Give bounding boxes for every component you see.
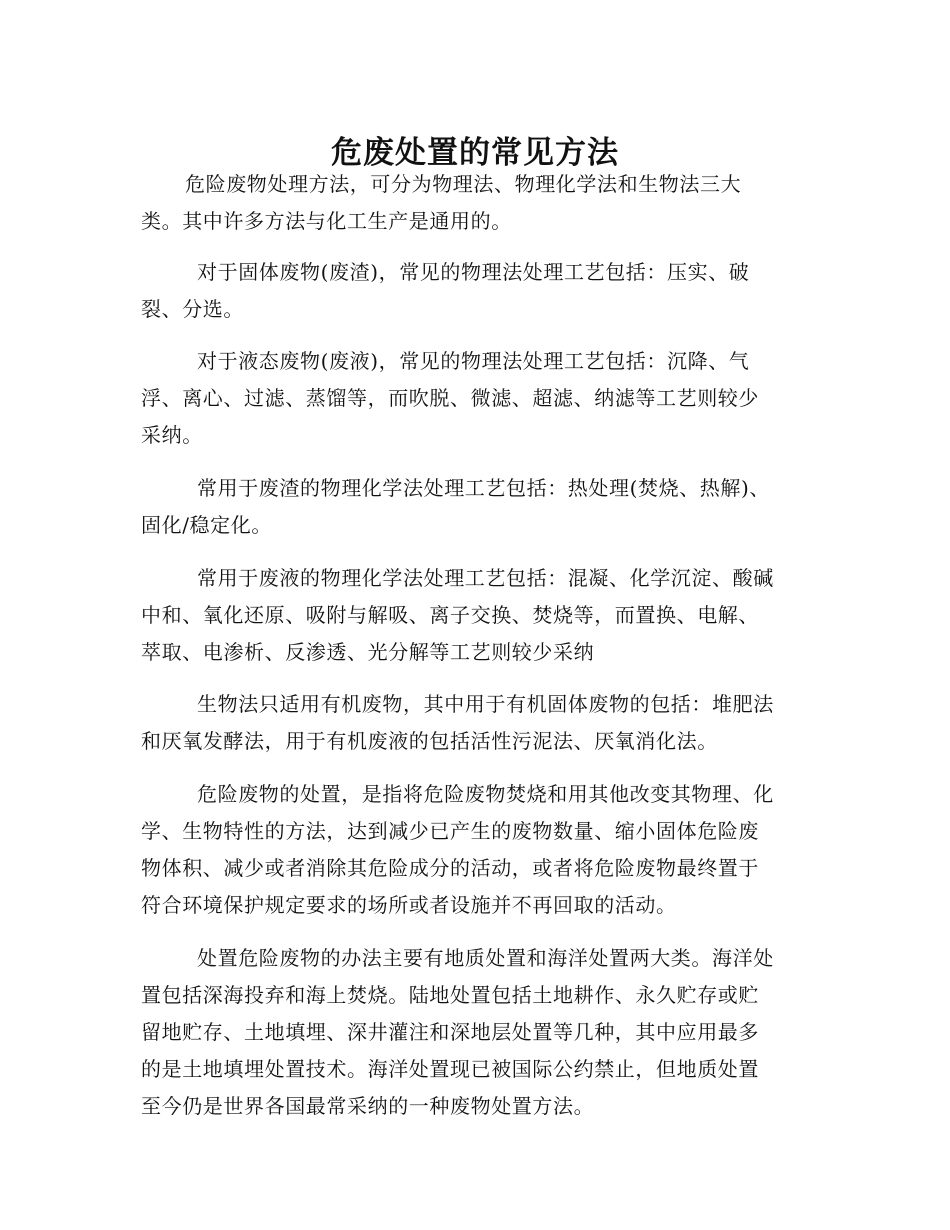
paragraph-line: 学、生物特性的方法，达到减少已产生的废物数量、缩小固体危险废 <box>141 819 759 843</box>
paragraph-line: 常用于废渣的物理化学法处理工艺包括：热处理(焚烧、热解)、 <box>197 476 771 500</box>
paragraph-4 <box>141 470 809 544</box>
paragraph-1 <box>141 166 809 240</box>
paragraph-5 <box>141 560 809 671</box>
paragraph-line: 固化/稳定化。 <box>141 513 272 537</box>
paragraph-line: 危险废物的处置，是指将危险废物焚烧和用其他改变其物理、化 <box>197 782 774 806</box>
paragraph-7 <box>141 776 809 924</box>
paragraph-line: 物体积、减少或者消除其危险成分的活动，或者将危险废物最终置于 <box>141 856 759 880</box>
paragraph-line: 符合环境保护规定要求的场所或者设施并不再回取的活动。 <box>141 893 677 917</box>
paragraph-line: 的是土地填埋处置技术。海洋处置现已被国际公约禁止，但地质处置 <box>141 1057 759 1081</box>
paragraph-line: 中和、氧化还原、吸附与解吸、离子交换、焚烧等，而置换、电解、 <box>141 603 759 627</box>
paragraph-line: 危险废物处理方法，可分为物理法、物理化学法和生物法三大 <box>185 172 742 196</box>
paragraph-line: 对于液态废物(废液)，常见的物理法处理工艺包括：沉降、气 <box>197 349 750 373</box>
paragraph-line: 采纳。 <box>141 423 203 447</box>
paragraph-6 <box>141 686 809 760</box>
paragraph-line: 置包括深海投弃和海上焚烧。陆地处置包括土地耕作、永久贮存或贮 <box>141 983 759 1007</box>
paragraph-8 <box>141 940 809 1125</box>
paragraph-line: 萃取、电渗析、反渗透、光分解等工艺则较少采纳 <box>141 640 595 664</box>
paragraph-3 <box>141 343 809 454</box>
paragraph-line: 生物法只适用有机废物，其中用于有机固体废物的包括：堆肥法 <box>197 692 774 716</box>
paragraph-line: 和厌氧发酵法，用于有机废液的包括活性污泥法、厌氧消化法。 <box>141 729 718 753</box>
paragraph-2 <box>141 254 809 328</box>
paragraph-line: 类。其中许多方法与化工生产是通用的。 <box>141 209 512 233</box>
paragraph-line: 留地贮存、土地填埋、深井灌注和深地层处置等几种，其中应用最多 <box>141 1020 759 1044</box>
paragraph-line: 对于固体废物(废渣)，常见的物理法处理工艺包括：压实、破 <box>197 260 750 284</box>
paragraph-line: 至今仍是世界各国最常采纳的一种废物处置方法。 <box>141 1094 595 1118</box>
page-title: 危废处置的常见方法 <box>331 134 619 171</box>
paragraph-line: 处置危险废物的办法主要有地质处置和海洋处置两大类。海洋处 <box>197 946 774 970</box>
paragraph-line: 常用于废液的物理化学法处理工艺包括：混凝、化学沉淀、酸碱 <box>197 566 774 590</box>
paragraph-line: 浮、离心、过滤、蒸馏等，而吹脱、微滤、超滤、纳滤等工艺则较少 <box>141 386 759 410</box>
paragraph-line: 裂、分选。 <box>141 297 244 321</box>
